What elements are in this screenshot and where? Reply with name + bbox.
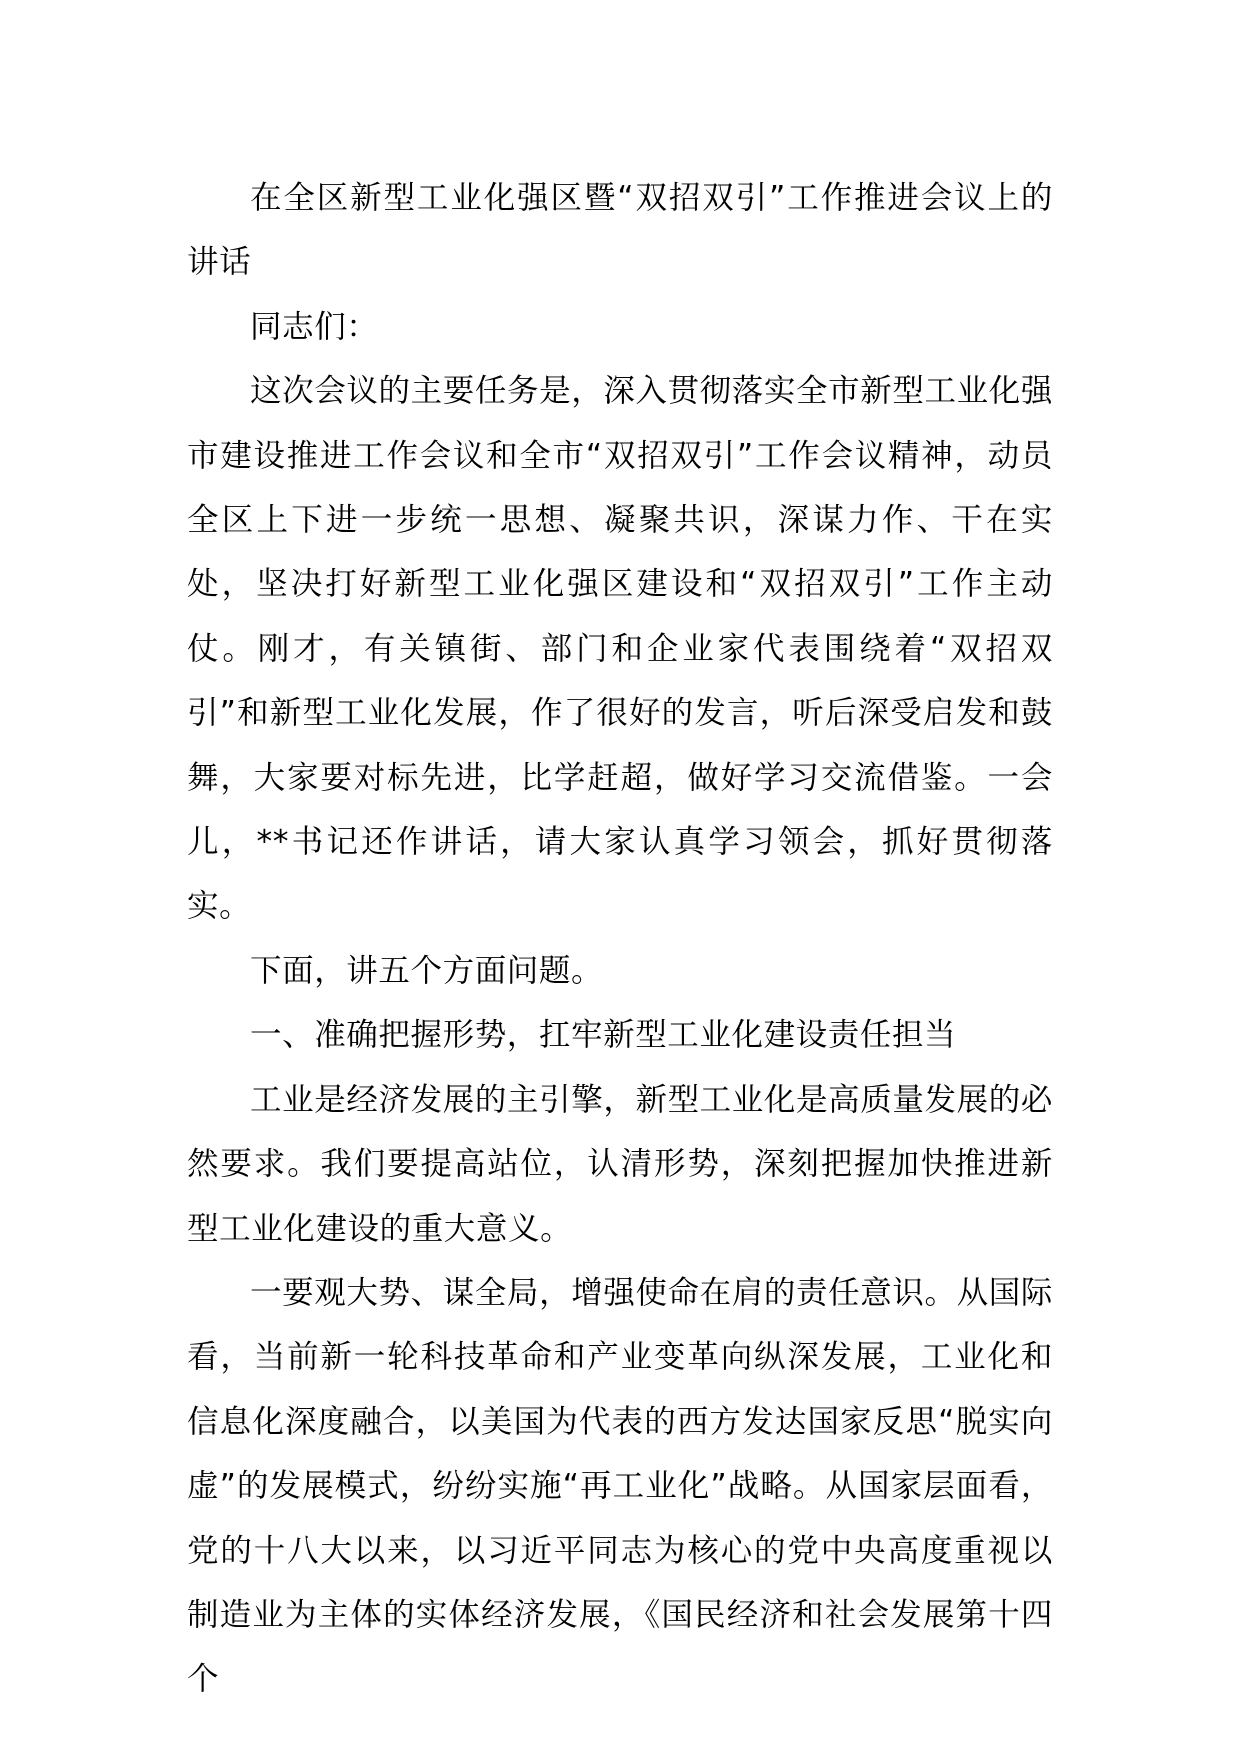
paragraph-outline: 下面，讲五个方面问题。	[250, 952, 604, 989]
section-heading: 一、准确把握形势，扛牢新型工业化建设责任担当	[250, 1017, 957, 1054]
paragraph-opening: 这次会议的主要任务是，深入贯彻落实全市新型工业化强市建设推进工作会议和全市“双招双引”工作会议精神，动员全区上下进一步统一思想、凝聚共识，深谋力作、干在实处，坚决打好新型工业化强区建设和“双招双引”工作主动仗。刚才，有关镇街、部门和企业家代表围绕着“双招双引”和新型工业化发展，作了很好的发言，听后深受启发和鼓舞，大家要对标先进，比学赶超，做好学习交流借鉴。一会儿，**书记还作讲话，请大家认真学习领会，抓好贯彻落实。	[187, 373, 1053, 925]
document-body	[187, 166, 1053, 1712]
paragraph-section-point-one: 一要观大势、谋全局，增强使命在肩的责任意识。从国际看，当前新一轮科技革命和产业变革向纵深发展，工业化和信息化深度融合，以美国为代表的西方发达国家反思“脱实向虚”的发展模式，纷纷实施“再工业化”战略。从国家层面看，党的十八大以来，以习近平同志为核心的党中央高度重视以制造业为主体的实体经济发展，《国民经济和社会发展第十四个	[187, 1274, 1053, 1698]
paragraph-section-intro: 工业是经济发展的主引擎，新型工业化是高质量发展的必然要求。我们要提高站位，认清形势，深刻把握加快推进新型工业化建设的重大意义。	[187, 1081, 1053, 1247]
salutation: 同志们：	[250, 308, 379, 345]
speech-title: 在全区新型工业化强区暨“双招双引”工作推进会议上的讲话	[187, 180, 1053, 281]
